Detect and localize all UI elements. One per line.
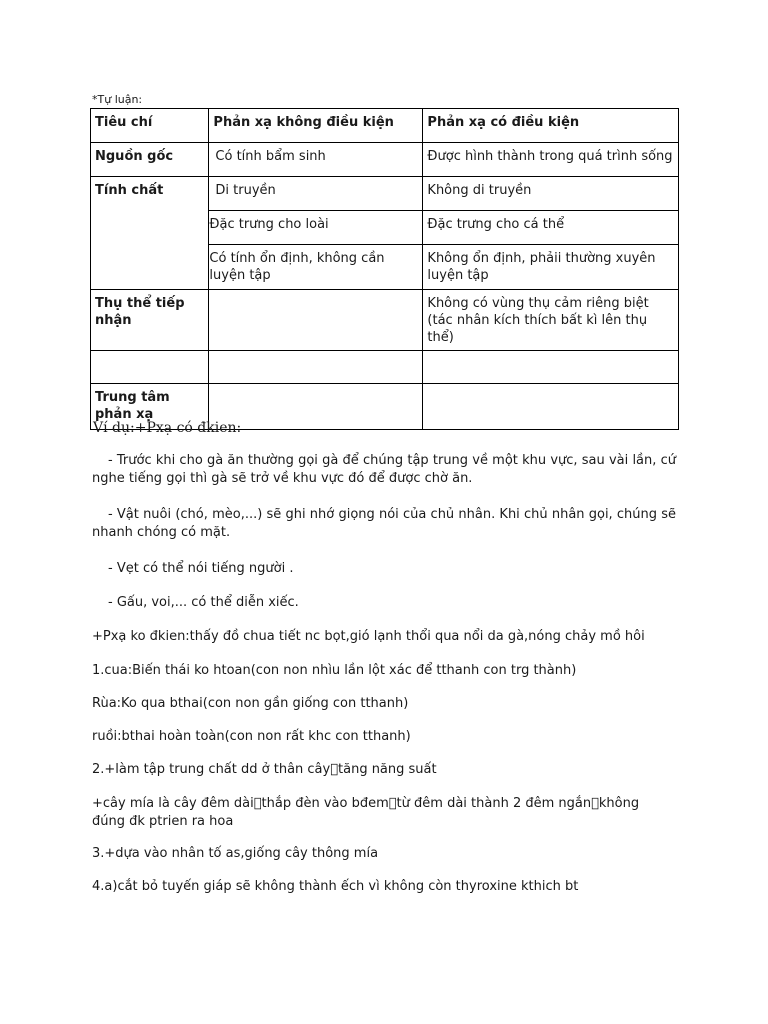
- table-header-row: [91, 109, 679, 143]
- cell-conditioned: [423, 351, 679, 384]
- table-row: [91, 143, 679, 177]
- cell-unconditioned: Có tính ổn định, không cần luyện tập: [209, 245, 423, 290]
- cell-unconditioned: Đặc trưng cho loài: [209, 211, 423, 245]
- paragraph: ruồi:bthai hoàn toàn(con non rất khc con tthanh): [92, 729, 411, 744]
- row-label: Trung tâm phản xạ: [91, 384, 209, 430]
- cell-conditioned: Được hình thành trong quá trình sống: [423, 143, 679, 177]
- paragraph: 3.+dựa vào nhân tố as,giống cây thông mía: [92, 846, 379, 861]
- paragraph: Rùa:Ko qua bthai(con non gần giống con tthanh): [92, 696, 409, 711]
- row-label: Tính chất: [91, 177, 209, 290]
- paragraph: 2.+làm tập trung chất dd ở thân cây􀃆tăng năng suất: [92, 762, 437, 777]
- reflex-comparison-table: [90, 108, 679, 430]
- cell-unconditioned: Di truyền: [209, 177, 423, 211]
- paragraph: - Vật nuôi (chó, mèo,...) sẽ ghi nhớ giọng nói của chủ nhân. Khi chủ nhân gọi, chúng sẽ nhanh chóng có mặt.: [92, 507, 676, 540]
- cell-conditioned: Không có vùng thụ cảm riêng biệt (tác nhân kích thích bất kì lên thụ thể): [423, 290, 679, 351]
- paragraph: +Pxạ ko đkien:thấy đồ chua tiết nc bọt,gió lạnh thổi qua nổi da gà,nóng chảy mồ hôi: [92, 629, 645, 644]
- header-conditioned: Phản xạ có điều kiện: [423, 109, 679, 143]
- table-row: [91, 177, 679, 211]
- paragraph: - Vẹt có thể nói tiếng người .: [108, 561, 294, 576]
- cell-unconditioned: [209, 290, 423, 351]
- table-row: [91, 351, 679, 384]
- cell-unconditioned: Có tính bẩm sinh: [209, 143, 423, 177]
- header-unconditioned: Phản xạ không điều kiện: [209, 109, 423, 143]
- table-row: [91, 290, 679, 351]
- paragraph: 4.a)cắt bỏ tuyến giáp sẽ không thành ếch vì không còn thyroxine kthich bt: [92, 879, 579, 894]
- cell-conditioned: Không ổn định, phảii thường xuyên luyện tập: [423, 245, 679, 290]
- row-label: Thụ thể tiếp nhận: [91, 290, 209, 351]
- cell-conditioned: [423, 384, 679, 430]
- paragraph: - Trước khi cho gà ăn thường gọi gà để chúng tập trung về một khu vực, sau vài lần, cứ nghe tiếng gọi thì gà sẽ trở về khu vực đó để được chờ ăn.: [92, 453, 676, 486]
- paragraph: 1.cua:Biến thái ko htoan(con non nhìu lần lột xác để tthanh con trg thành): [92, 663, 577, 678]
- cell-conditioned: Đặc trưng cho cá thể: [423, 211, 679, 245]
- row-label: Nguồn gốc: [91, 143, 209, 177]
- row-label: [91, 351, 209, 384]
- cell-conditioned: Không di truyền: [423, 177, 679, 211]
- header-criteria: Tiêu chí: [91, 109, 209, 143]
- cell-unconditioned: [209, 351, 423, 384]
- paragraph: - Gấu, voi,... có thể diễn xiếc.: [108, 595, 299, 610]
- section-heading: *Tự luận:: [92, 93, 143, 106]
- example-title: Ví dụ:+Pxạ có đkien:: [93, 420, 242, 436]
- paragraph: +cây mía là cây đêm dài􀃆thắp đèn vào bđem􀃆từ đêm dài thành 2 đêm ngắn􀃆không đúng đk ptrien ra hoa: [92, 796, 640, 829]
